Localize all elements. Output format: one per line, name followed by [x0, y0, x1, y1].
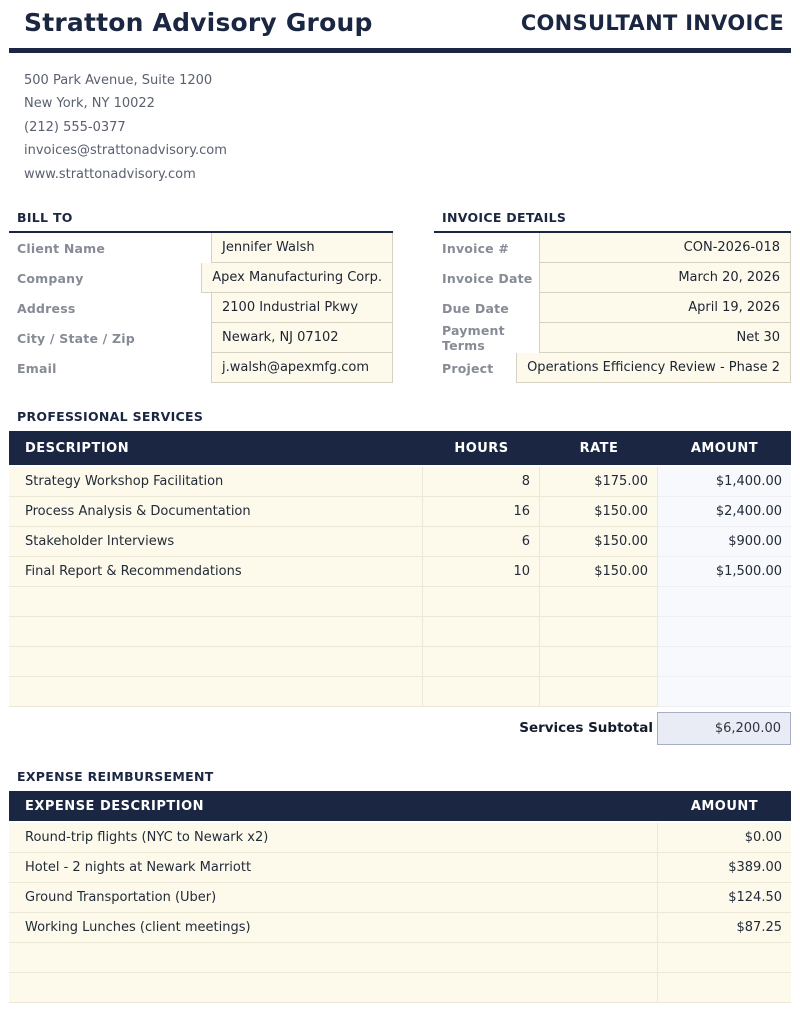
expense-row: [9, 913, 791, 943]
expenses-table: [9, 791, 791, 1003]
address-line: (212) 555-0377: [24, 119, 126, 135]
bill-to-heading: BILL TO: [9, 210, 393, 233]
service-row: [9, 557, 791, 587]
service-row: [9, 527, 791, 557]
email-cell[interactable]: j.walsh@apexmfg.com: [211, 353, 393, 383]
services-subtotal-value: $6,200.00: [657, 712, 791, 745]
service-amount-cell: $1,400.00: [658, 467, 791, 497]
expense-description-cell[interactable]: [9, 943, 658, 973]
address-line: invoices@strattonadvisory.com: [24, 143, 227, 159]
service-empty-row: [9, 647, 791, 677]
header-row: [9, 791, 791, 823]
service-rate-cell[interactable]: $175.00: [540, 467, 658, 497]
field-label: City / State / Zip: [17, 330, 135, 346]
service-hours-cell[interactable]: [423, 647, 540, 677]
expense-description-cell[interactable]: Hotel - 2 nights at Newark Marriott: [9, 853, 658, 883]
service-amount-cell: $1,500.00: [658, 557, 791, 587]
invoice-details-heading: INVOICE DETAILS: [434, 210, 791, 233]
bill-to-field-client-name: [9, 233, 393, 263]
field-label: Invoice Date: [442, 270, 533, 286]
service-amount-cell: [658, 587, 791, 617]
header-divider: [9, 48, 791, 53]
service-description-cell[interactable]: [9, 617, 423, 647]
column-header-description: DESCRIPTION: [9, 431, 423, 467]
service-row: [9, 497, 791, 527]
detail-field-project: [434, 353, 791, 383]
expense-amount-cell[interactable]: $124.50: [658, 883, 791, 913]
payment-terms-cell[interactable]: Net 30: [539, 323, 791, 353]
expense-amount-cell[interactable]: [658, 943, 791, 973]
info-section-row: [9, 210, 791, 383]
invoice-number-cell[interactable]: CON-2026-018: [539, 233, 791, 263]
detail-field-payment-terms: [434, 323, 791, 353]
client-name-cell[interactable]: Jennifer Walsh: [211, 233, 393, 263]
expenses-section-title: EXPENSE REIMBURSEMENT: [17, 769, 214, 785]
expense-description-cell[interactable]: Round-trip flights (NYC to Newark x2): [9, 823, 658, 853]
expense-amount-cell[interactable]: [658, 973, 791, 1003]
service-hours-cell[interactable]: 16: [423, 497, 540, 527]
service-rate-cell[interactable]: [540, 587, 658, 617]
company-address-block: [24, 69, 791, 186]
service-empty-row: [9, 677, 791, 707]
expense-empty-row: [9, 973, 791, 1003]
bill-to-section: [9, 210, 393, 383]
expense-amount-cell[interactable]: $87.25: [658, 913, 791, 943]
column-header-rate: RATE: [540, 431, 658, 467]
services-section: [9, 409, 791, 745]
column-header-hours: HOURS: [423, 431, 540, 467]
service-amount-cell: [658, 617, 791, 647]
address-line: 500 Park Avenue, Suite 1200: [24, 73, 213, 88]
field-label: Due Date: [442, 300, 509, 316]
field-label: Company: [17, 270, 84, 286]
expense-empty-row: [9, 943, 791, 973]
service-empty-row: [9, 587, 791, 617]
service-description-cell[interactable]: Stakeholder Interviews: [9, 527, 423, 557]
detail-field-due-date: [434, 293, 791, 323]
expense-amount-cell[interactable]: $0.00: [658, 823, 791, 853]
field-label: Email: [17, 360, 57, 376]
detail-field-invoice-number: [434, 233, 791, 263]
due-date-cell[interactable]: April 19, 2026: [539, 293, 791, 323]
service-description-cell[interactable]: [9, 587, 423, 617]
header-row: [9, 431, 791, 467]
service-amount-cell: $2,400.00: [658, 497, 791, 527]
service-hours-cell[interactable]: [423, 587, 540, 617]
expense-description-cell[interactable]: Working Lunches (client meetings): [9, 913, 658, 943]
field-label: Invoice #: [442, 240, 510, 256]
service-hours-cell[interactable]: 10: [423, 557, 540, 587]
service-hours-cell[interactable]: [423, 617, 540, 647]
service-rate-cell[interactable]: $150.00: [540, 557, 658, 587]
expense-description-cell[interactable]: [9, 973, 658, 1003]
expenses-table-header: [9, 791, 791, 823]
expense-description-cell[interactable]: Ground Transportation (Uber): [9, 883, 658, 913]
service-rate-cell[interactable]: [540, 677, 658, 707]
invoice-details-section: [434, 210, 791, 383]
service-hours-cell[interactable]: 8: [423, 467, 540, 497]
service-description-cell[interactable]: Strategy Workshop Facilitation: [9, 467, 423, 497]
bill-to-field-address: [9, 293, 393, 323]
company-name: Stratton Advisory Group: [24, 8, 373, 37]
service-amount-cell: [658, 647, 791, 677]
services-section-title: PROFESSIONAL SERVICES: [17, 409, 204, 425]
address-cell[interactable]: 2100 Industrial Pkwy: [211, 293, 393, 323]
expenses-section: [9, 769, 791, 1003]
service-row: [9, 467, 791, 497]
field-label: Payment Terms: [442, 323, 505, 354]
column-header-amount: AMOUNT: [658, 791, 791, 823]
address-line: New York, NY 10022: [24, 96, 155, 112]
service-description-cell[interactable]: Process Analysis & Documentation: [9, 497, 423, 527]
column-header-amount: AMOUNT: [658, 431, 791, 467]
bill-to-field-email: [9, 353, 393, 383]
service-empty-row: [9, 617, 791, 647]
service-rate-cell[interactable]: $150.00: [540, 497, 658, 527]
document-title: CONSULTANT INVOICE: [520, 11, 784, 35]
service-amount-cell: [658, 677, 791, 707]
page-header: [9, 6, 791, 37]
service-description-cell[interactable]: [9, 647, 423, 677]
service-amount-cell: $900.00: [658, 527, 791, 557]
invoice-date-cell[interactable]: March 20, 2026: [539, 263, 791, 293]
expense-row: [9, 853, 791, 883]
company-cell[interactable]: Apex Manufacturing Corp.: [201, 263, 393, 293]
service-description-cell[interactable]: [9, 677, 423, 707]
bill-to-field-company: [9, 263, 393, 293]
expense-row: [9, 883, 791, 913]
services-table: [9, 431, 791, 707]
service-hours-cell[interactable]: [423, 677, 540, 707]
bill-to-field-city-state-zip: [9, 323, 393, 353]
service-rate-cell[interactable]: $150.00: [540, 527, 658, 557]
services-table-header: [9, 431, 791, 467]
project-cell[interactable]: Operations Efficiency Review - Phase 2: [516, 353, 791, 383]
field-label: Project: [442, 360, 494, 376]
city-state-zip-cell[interactable]: Newark, NJ 07102: [211, 323, 393, 353]
services-subtotal-label: Services Subtotal: [519, 720, 653, 737]
service-rate-cell[interactable]: [540, 617, 658, 647]
services-subtotal-row: [9, 711, 791, 745]
column-header-expense-description: EXPENSE DESCRIPTION: [9, 791, 658, 823]
field-label: Address: [17, 300, 76, 316]
service-rate-cell[interactable]: [540, 647, 658, 677]
field-label: Client Name: [17, 240, 106, 256]
expense-row: [9, 823, 791, 853]
detail-field-invoice-date: [434, 263, 791, 293]
address-line: www.strattonadvisory.com: [24, 166, 196, 182]
service-hours-cell[interactable]: 6: [423, 527, 540, 557]
expense-amount-cell[interactable]: $389.00: [658, 853, 791, 883]
service-description-cell[interactable]: Final Report & Recommendations: [9, 557, 423, 587]
